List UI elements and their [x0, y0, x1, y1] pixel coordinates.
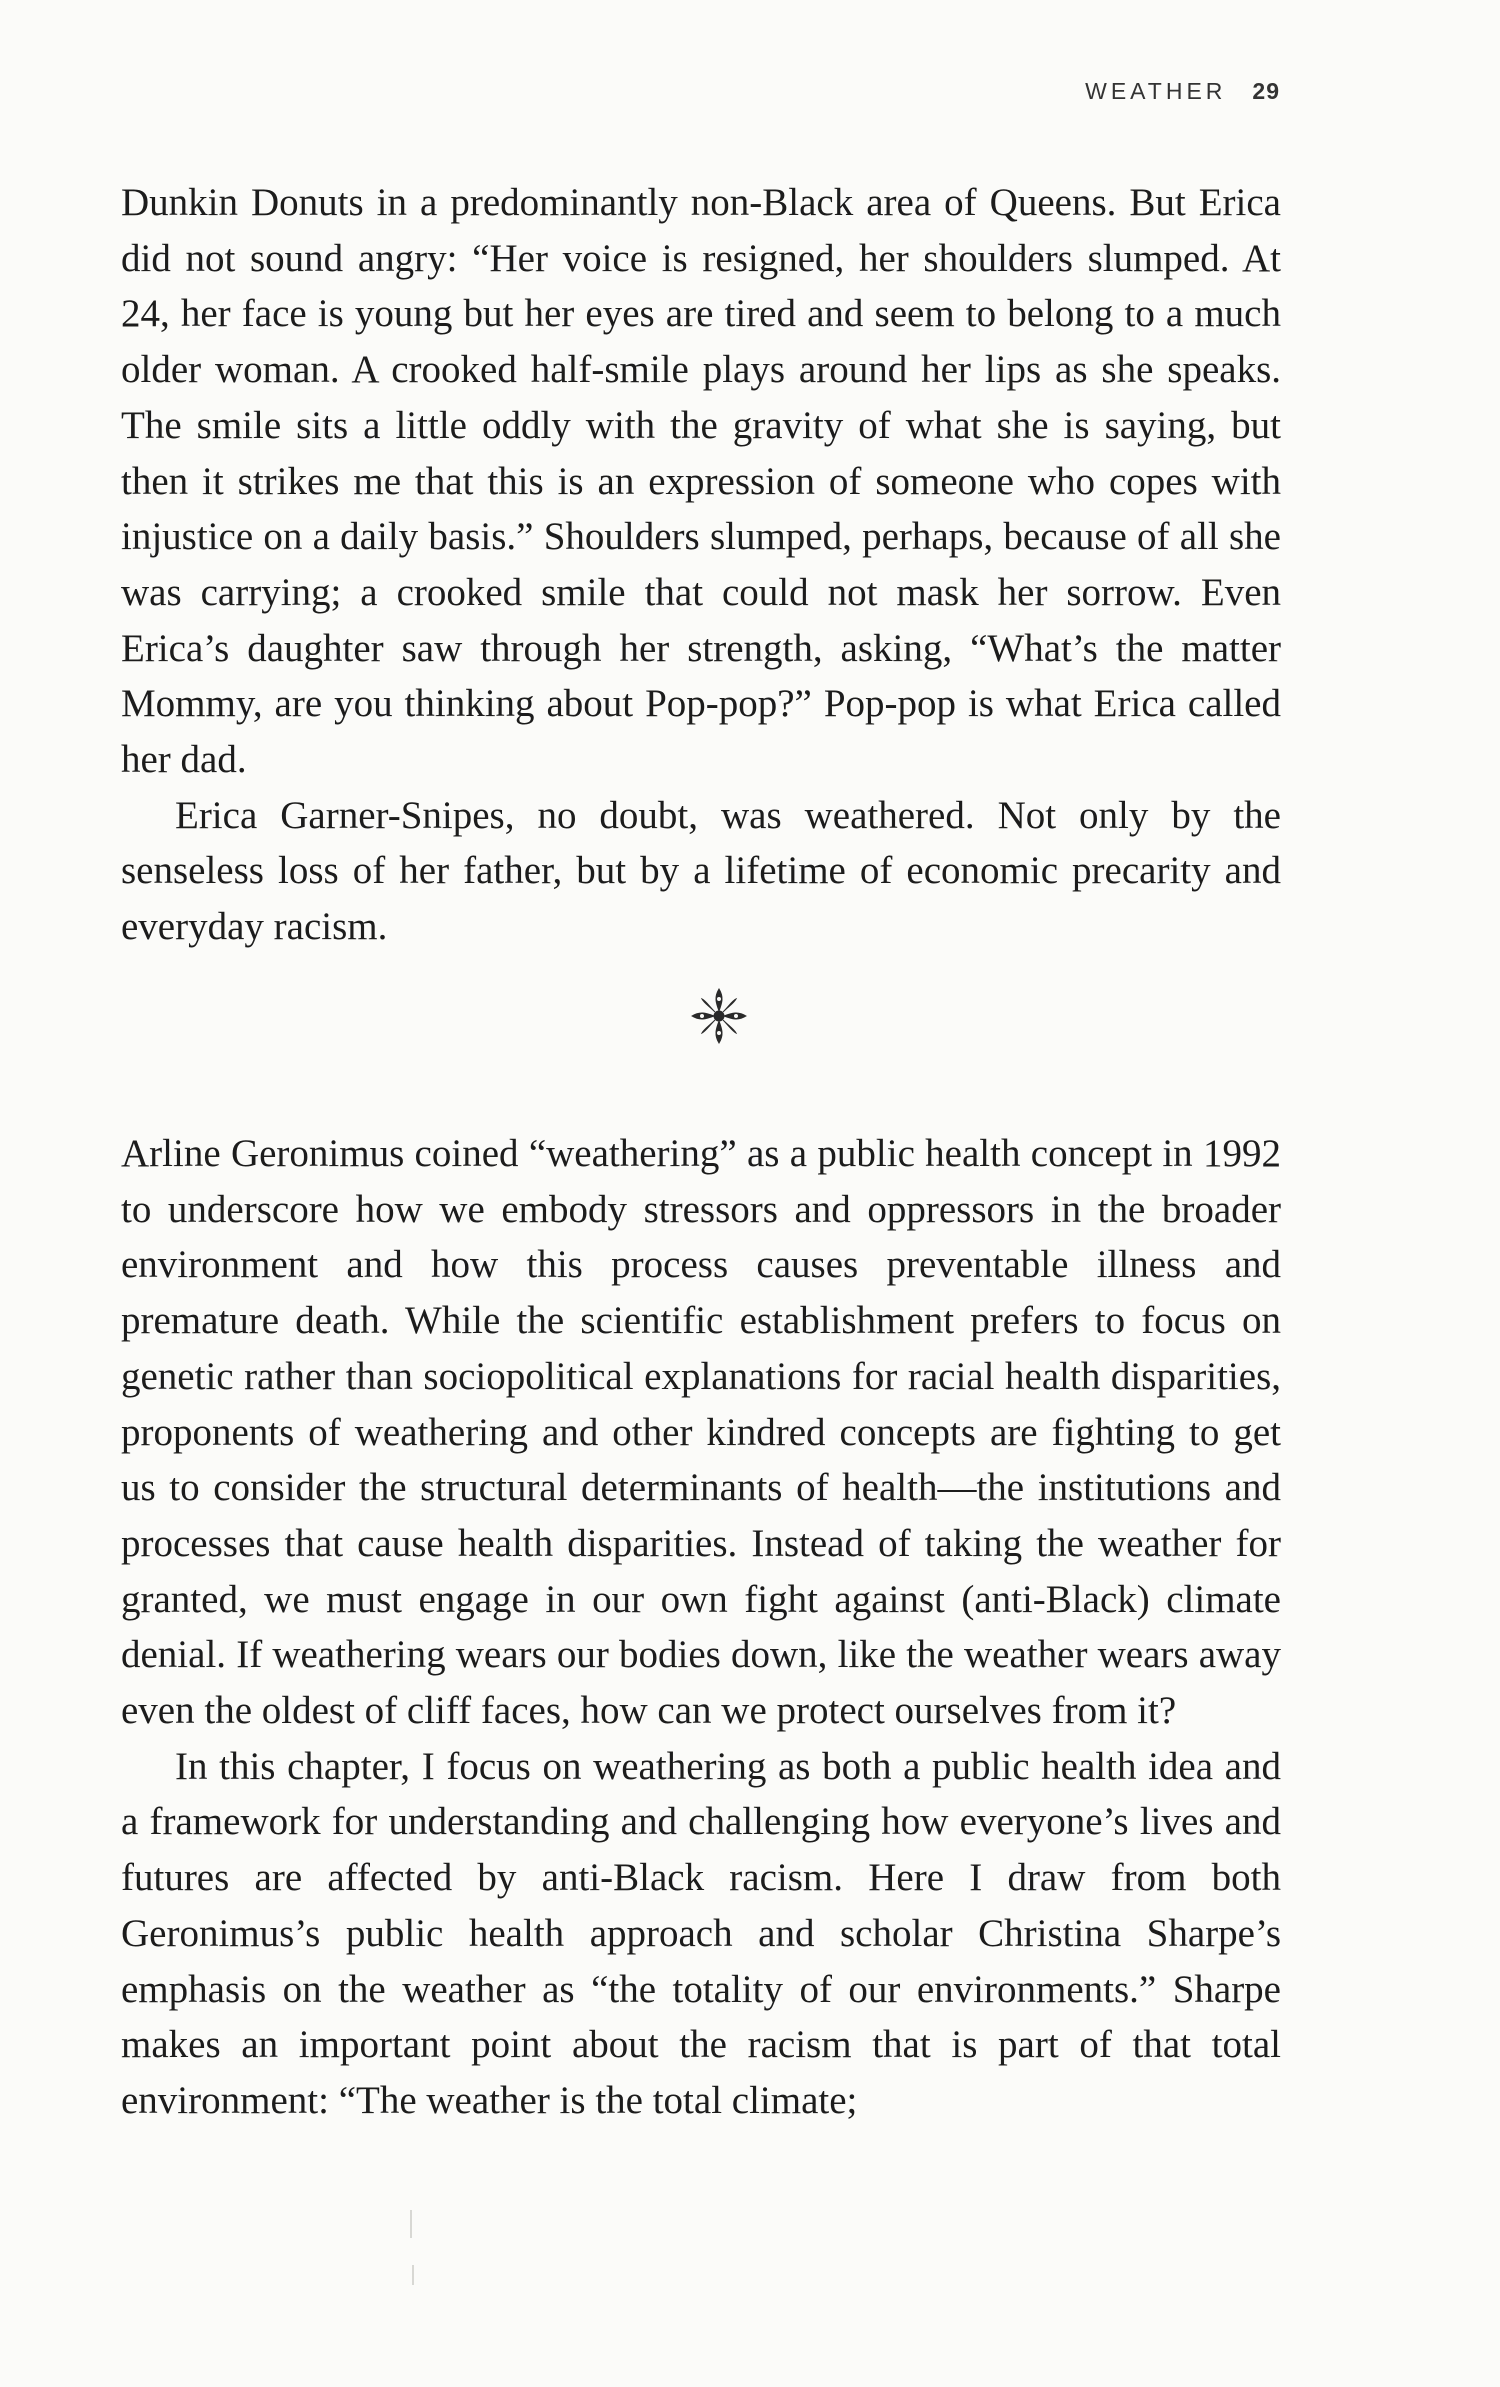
fleuron-icon — [688, 985, 750, 1047]
running-head — [1085, 78, 1280, 105]
paragraph: Dunkin Donuts in a predominantly non-Black area of Queens. But Erica did not sound angry: “Her voice is resigned, her shoulders slumped. At 24, her face is young but her eyes are tired and seem to belong to a much older woman. A crooked half-smile plays around her lips as she speaks. The smile sits a little oddly with the gravity of what she is saying, but then it strikes me that this is an expression of someone who copes with injustice on a daily basis.” Shoulders slumped, perhaps, because of all she was carrying; a crooked smile that could not mask her sorrow. Even Erica’s daughter saw through her strength, asking, “What’s the matter Mommy, are you thinking about Pop-pop?” Pop-pop is what Erica called her dad. — [121, 181, 1281, 782]
scan-artifact — [410, 2210, 412, 2238]
paragraph: Arline Geronimus coined “weathering” as a public health concept in 1992 to underscore how we embody stressors and oppressors in the broader environment and how this process causes preventable illness and premature death. While the scientific establishment prefers to focus on genetic rather than sociopolitical explanations for racial health disparities, proponents of weathering and other kindred concepts are fighting to get us to consider the structural determinants of health—the institutions and processes that cause health disparities. Instead of taking the weather for granted, we must engage in our own fight against (anti-Black) climate denial. If weathering wears our bodies down, like the weather wears away even the oldest of cliff faces, how can we protect ourselves from it? — [121, 1132, 1281, 1733]
scan-artifact — [412, 2265, 414, 2285]
running-head-section: WEATHER — [1085, 78, 1227, 104]
paragraph: Erica Garner-Snipes, no doubt, was weathered. Not only by the senseless loss of her father, but by a lifetime of economic precarity and everyday racism. — [121, 793, 1281, 949]
text-section-2 — [121, 1126, 1281, 2129]
page-number: 29 — [1252, 78, 1280, 104]
text-section-1 — [121, 175, 1281, 955]
paragraph: In this chapter, I focus on weathering as both a public health idea and a framework for understanding and challenging how everyone’s lives and futures are affected by anti-Black racism. Here I draw from both Geronimus’s public health approach and scholar Christina Sharpe’s emphasis on the weather as “the totality of our environments.” Sharpe makes an important point about the racism that is part of that total environment: “The weather is the total climate; — [121, 1744, 1281, 2122]
